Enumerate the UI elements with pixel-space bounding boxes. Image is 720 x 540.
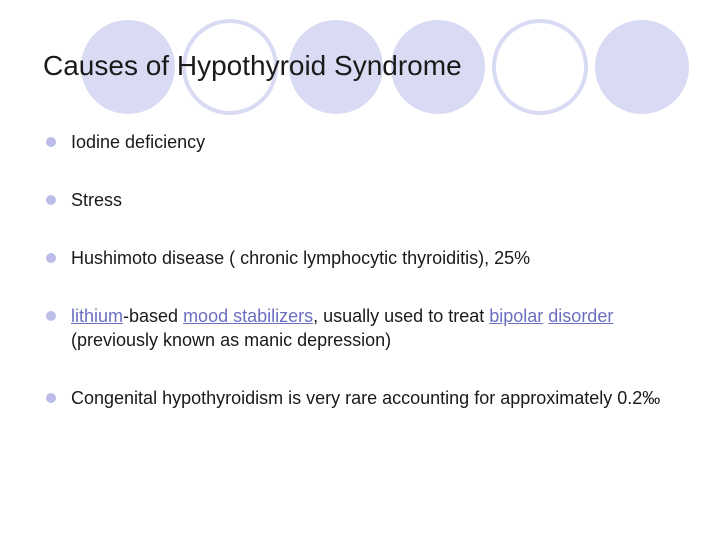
- bullet-item: [46, 304, 686, 352]
- bullet-item: [46, 188, 686, 212]
- link-disorder[interactable]: disorder: [548, 306, 614, 326]
- bullet-dot-icon: [46, 195, 56, 205]
- bullet-item: [46, 130, 686, 154]
- bullet-dot-icon: [46, 137, 56, 147]
- bullet-text-segment: -based: [123, 306, 184, 326]
- bullet-item: [46, 246, 686, 270]
- bullet-text: Congenital hypothyroidism is very rare accounting for approximately 0.2‰: [71, 388, 661, 408]
- link-bipolar[interactable]: bipolar: [489, 306, 544, 326]
- bullet-text-segment: (previously known as manic depression): [71, 330, 392, 350]
- link-mood-stabilizers[interactable]: mood stabilizers: [183, 306, 314, 326]
- link-lithium[interactable]: lithium: [71, 306, 124, 326]
- bullet-dot-icon: [46, 253, 56, 263]
- bullet-text: Iodine deficiency: [71, 132, 206, 152]
- bullet-text: Hushimoto disease ( chronic lymphocytic thyroiditis), 25%: [71, 248, 531, 268]
- bullet-dot-icon: [46, 311, 56, 321]
- bullet-dot-icon: [46, 393, 56, 403]
- bullet-item: [46, 386, 686, 410]
- bullet-text-segment: , usually used to treat: [313, 306, 490, 326]
- bullet-text-with-links: [71, 304, 683, 352]
- decor-circle-outline-2: [494, 21, 586, 113]
- decor-circle-filled-4: [595, 20, 689, 114]
- slide-title: Causes of Hypothyroid Syndrome: [43, 50, 462, 81]
- bullet-text: Stress: [71, 190, 123, 210]
